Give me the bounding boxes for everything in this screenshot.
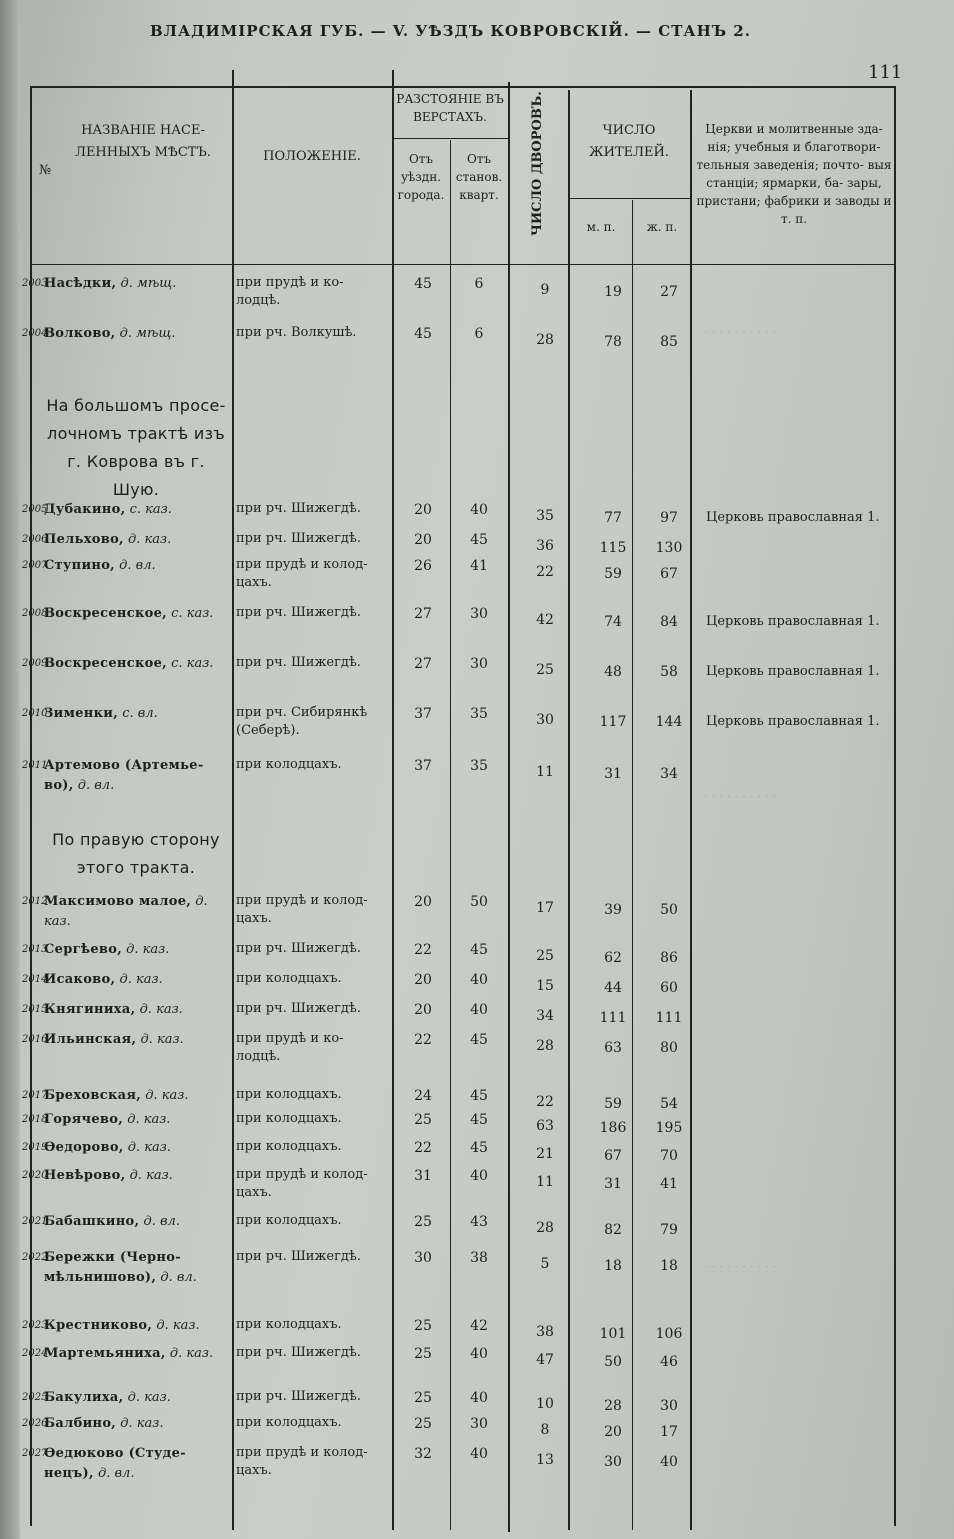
male-count: 59 — [604, 1096, 622, 1112]
row-number: 2018 — [22, 1114, 48, 1125]
settlement-name — [44, 756, 234, 796]
distance-from-stan: 45 — [470, 1088, 488, 1104]
settlement-position: при рч. Шижегдѣ. — [236, 655, 361, 670]
settlement-position: при колодцахъ. — [236, 1317, 342, 1332]
settlement-type: д. мѣщ. — [120, 276, 177, 291]
female-count: 79 — [660, 1222, 678, 1238]
settlement-position: при рч. Шижегдѣ. — [236, 531, 361, 546]
row-number: 2012 — [22, 896, 48, 907]
distance-from-city: 37 — [414, 758, 432, 774]
settlement-title: Сергѣево, — [44, 942, 123, 957]
row-number: 2003 — [22, 278, 48, 289]
settlement-title: Княгиниха, — [44, 1002, 136, 1017]
row-number: 2023 — [22, 1320, 48, 1331]
distance-from-city: 31 — [414, 1168, 432, 1184]
distance-from-stan: 40 — [470, 1446, 488, 1462]
row-number: 2009 — [22, 658, 48, 669]
settlement-title: Максимово малое, — [44, 894, 192, 909]
distance-from-city: 45 — [414, 326, 432, 342]
male-count: 101 — [599, 1326, 627, 1342]
yard-count: 34 — [536, 1008, 554, 1024]
distance-from-stan: 30 — [470, 606, 488, 622]
distance-from-city: 45 — [414, 276, 432, 292]
yard-count: 9 — [540, 282, 550, 298]
settlement-position: при рч. Шижегдѣ. — [236, 605, 361, 620]
settlement-title: Артемово (Артемье- во), — [44, 758, 204, 793]
female-count: 50 — [660, 902, 678, 918]
settlement-title: Волково, — [44, 326, 116, 341]
settlement-name — [44, 970, 234, 990]
row-number: 2014 — [22, 974, 48, 985]
yard-count: 13 — [536, 1452, 554, 1468]
female-count: 30 — [660, 1398, 678, 1414]
settlement-name — [44, 1414, 234, 1434]
settlement-name — [44, 1444, 234, 1484]
male-count: 62 — [604, 950, 622, 966]
male-count: 117 — [599, 714, 627, 730]
subheader-rule — [568, 198, 690, 199]
row-number: 2005 — [22, 504, 48, 515]
female-count: 34 — [660, 766, 678, 782]
male-count: 111 — [599, 1010, 627, 1026]
row-number: 2017 — [22, 1090, 48, 1101]
header-from-stan: Отъ станов. кварт. — [455, 152, 503, 202]
header-name: НАЗВАНІЕ НАСЕ- ЛЕННЫХЪ МѢСТЪ. — [75, 123, 211, 160]
distance-from-city: 25 — [414, 1214, 432, 1230]
settlement-title: Ильинская, — [44, 1032, 137, 1047]
settlement-position: при колодцахъ. — [236, 1111, 342, 1126]
row-number: 2027 — [22, 1448, 48, 1459]
settlement-type: д. каз. — [128, 532, 172, 547]
settlement-type: д. вл. — [77, 778, 115, 793]
row-number: 2010 — [22, 708, 48, 719]
yard-count: 28 — [536, 1220, 554, 1236]
column-rule — [690, 90, 692, 1530]
female-count: 18 — [660, 1258, 678, 1274]
settlement-type: с. вл. — [122, 706, 158, 721]
settlement-title: Бабашкино, — [44, 1214, 140, 1229]
settlement-title: Горячево, — [44, 1112, 124, 1127]
distance-from-stan: 40 — [470, 1390, 488, 1406]
yard-count: 15 — [536, 978, 554, 994]
settlement-title: Бережки (Черно- мѣльнишово), — [44, 1250, 181, 1285]
yard-count: 28 — [536, 332, 554, 348]
male-count: 19 — [604, 284, 622, 300]
settlement-position: при прудѣ и колод- цахъ. — [236, 1167, 368, 1200]
row-number: 2011 — [22, 760, 48, 771]
male-count: 74 — [604, 614, 622, 630]
settlement-name — [44, 604, 234, 624]
column-rule — [568, 90, 570, 1530]
male-count: 63 — [604, 1040, 622, 1056]
settlement-name — [44, 1086, 234, 1106]
distance-from-city: 27 — [414, 606, 432, 622]
yard-count: 22 — [536, 564, 554, 580]
distance-from-city: 25 — [414, 1416, 432, 1432]
page-number: 111 — [868, 62, 903, 83]
row-number: 2024 — [22, 1348, 48, 1359]
header-yards: ЧИСЛО ДВОРОВЪ. — [530, 91, 545, 236]
settlement-name — [44, 1388, 234, 1408]
male-count: 44 — [604, 980, 622, 996]
row-number: 2025 — [22, 1392, 48, 1403]
settlement-position: при рч. Шижегдѣ. — [236, 1389, 361, 1404]
settlement-title: Воскресенское, — [44, 606, 167, 621]
settlement-name — [44, 1248, 234, 1288]
header-number: № — [38, 163, 52, 178]
column-rule — [392, 70, 394, 1530]
distance-from-stan: 40 — [470, 502, 488, 518]
settlement-type: д. мѣщ. — [119, 326, 176, 341]
distance-from-stan: 35 — [470, 706, 488, 722]
settlement-name — [44, 892, 234, 932]
distance-from-stan: 45 — [470, 942, 488, 958]
yard-count: 22 — [536, 1094, 554, 1110]
female-count: 111 — [655, 1010, 683, 1026]
distance-from-city: 27 — [414, 656, 432, 672]
yard-count: 35 — [536, 508, 554, 524]
female-count: 60 — [660, 980, 678, 996]
distance-from-city: 30 — [414, 1250, 432, 1266]
running-head: ВЛАДИМІРСКАЯ ГУБ. — V. УѢЗДЪ КОВРОВСКІЙ. — СТАНЪ 2. — [150, 22, 751, 40]
distance-from-stan: 45 — [470, 1032, 488, 1048]
row-number: 2016 — [22, 1034, 48, 1045]
row-number: 2013 — [22, 944, 48, 955]
distance-from-stan: 45 — [470, 532, 488, 548]
female-count: 46 — [660, 1354, 678, 1370]
settlement-title: Мартемьяниха, — [44, 1346, 166, 1361]
settlement-position: при прудѣ и колод- цахъ. — [236, 893, 368, 926]
settlement-type: д. каз. — [129, 1168, 173, 1183]
yard-count: 10 — [536, 1396, 554, 1412]
header-inhabitants: ЧИСЛО ЖИТЕЛЕЙ. — [589, 123, 669, 160]
row-number: 2021 — [22, 1216, 48, 1227]
male-count: 28 — [604, 1398, 622, 1414]
settlement-position: при рч. Шижегдѣ. — [236, 1001, 361, 1016]
header-distance: РАЗСТОЯНІЕ ВЪ ВЕРСТАХЪ. — [396, 92, 504, 124]
header-from-city: Отъ уѣздн. города. — [397, 152, 445, 202]
settlement-type: д. каз. — [127, 1112, 171, 1127]
female-count: 86 — [660, 950, 678, 966]
settlement-title: Ѳедюково (Студе- нецъ), — [44, 1446, 186, 1481]
yard-count: 11 — [536, 1174, 554, 1190]
settlement-title: Пельхово, — [44, 532, 124, 547]
settlement-type: с. каз. — [171, 606, 214, 621]
female-count: 80 — [660, 1040, 678, 1056]
settlement-name — [44, 1212, 234, 1232]
distance-from-city: 22 — [414, 1032, 432, 1048]
male-count: 186 — [599, 1120, 627, 1136]
female-count: 17 — [660, 1424, 678, 1440]
settlement-title: Наcѣдки, — [44, 276, 117, 291]
yard-count: 25 — [536, 662, 554, 678]
section-heading: По правую сторону этого тракта. — [52, 830, 220, 877]
yard-count: 38 — [536, 1324, 554, 1340]
male-count: 31 — [604, 1176, 622, 1192]
settlement-type: с. каз. — [129, 502, 172, 517]
distance-from-stan: 41 — [470, 558, 488, 574]
distance-from-stan: 30 — [470, 656, 488, 672]
settlement-name — [44, 704, 234, 724]
distance-from-city: 20 — [414, 894, 432, 910]
distance-from-city: 26 — [414, 558, 432, 574]
distance-from-city: 20 — [414, 532, 432, 548]
male-count: 115 — [599, 540, 627, 556]
distance-from-city: 25 — [414, 1112, 432, 1128]
male-count: 20 — [604, 1424, 622, 1440]
female-count: 40 — [660, 1454, 678, 1470]
settlement-position: при колодцахъ. — [236, 1415, 342, 1430]
row-number: 2022 — [22, 1252, 48, 1263]
bleed-through-text: · · · · · · · · · · — [704, 1260, 777, 1274]
yard-count: 21 — [536, 1146, 554, 1162]
female-count: 58 — [660, 664, 678, 680]
settlement-position: при прудѣ и колод- цахъ. — [236, 557, 368, 590]
distance-from-stan: 50 — [470, 894, 488, 910]
male-count: 31 — [604, 766, 622, 782]
distance-from-city: 25 — [414, 1318, 432, 1334]
distance-from-stan: 45 — [470, 1112, 488, 1128]
settlement-type: д. каз. — [139, 1002, 183, 1017]
settlement-name — [44, 654, 234, 674]
settlement-type: д. каз. — [169, 1346, 214, 1361]
column-rule — [508, 82, 510, 1532]
header-bottom-rule — [30, 264, 896, 265]
settlement-title: Крестниково, — [44, 1318, 153, 1333]
distance-from-city: 20 — [414, 502, 432, 518]
settlement-name — [44, 1110, 234, 1130]
yard-count: 25 — [536, 948, 554, 964]
settlement-position: при рч. Сибирянкѣ (Себерѣ). — [236, 705, 368, 738]
settlement-name — [44, 324, 234, 344]
male-count: 78 — [604, 334, 622, 350]
female-count: 54 — [660, 1096, 678, 1112]
settlement-position: при рч. Шижегдѣ. — [236, 501, 361, 516]
settlement-position: при прудѣ и ко- лодцѣ. — [236, 275, 344, 308]
female-count: 84 — [660, 614, 678, 630]
female-count: 67 — [660, 566, 678, 582]
settlement-name — [44, 1316, 234, 1336]
distance-from-city: 22 — [414, 942, 432, 958]
settlement-type: д. вл. — [119, 558, 156, 573]
yard-count: 17 — [536, 900, 554, 916]
female-count: 130 — [655, 540, 683, 556]
settlement-position: при колодцахъ. — [236, 971, 342, 986]
yard-count: 11 — [536, 764, 554, 780]
settlement-title: Бакулиха, — [44, 1390, 124, 1405]
row-number: 2008 — [22, 608, 48, 619]
column-rule — [30, 86, 32, 1526]
settlement-type: д. каз. — [119, 972, 163, 987]
yard-count: 28 — [536, 1038, 554, 1054]
distance-from-stan: 40 — [470, 1002, 488, 1018]
distance-from-city: 20 — [414, 1002, 432, 1018]
settlement-title: Ступино, — [44, 558, 115, 573]
settlement-position: при колодцахъ. — [236, 1213, 342, 1228]
church-note: Церковь православная 1. — [706, 614, 880, 629]
distance-from-stan: 40 — [470, 1346, 488, 1362]
settlement-name — [44, 1138, 234, 1158]
settlement-name — [44, 556, 234, 576]
male-count: 30 — [604, 1454, 622, 1470]
distance-from-stan: 30 — [470, 1416, 488, 1432]
distance-from-city: 25 — [414, 1390, 432, 1406]
distance-from-city: 24 — [414, 1088, 432, 1104]
settlement-position: при колодцахъ. — [236, 1139, 342, 1154]
settlement-type: д. каз. — [127, 1390, 171, 1405]
yard-count: 63 — [536, 1118, 554, 1134]
settlement-title: Ѳедорово, — [44, 1140, 124, 1155]
settlement-name — [44, 274, 234, 294]
row-number: 2015 — [22, 1004, 48, 1015]
distance-from-city: 37 — [414, 706, 432, 722]
settlement-title: Дубакино, — [44, 502, 126, 517]
distance-from-stan: 43 — [470, 1214, 488, 1230]
settlement-type: д. вл. — [143, 1214, 180, 1229]
male-count: 77 — [604, 510, 622, 526]
distance-from-stan: 35 — [470, 758, 488, 774]
male-count: 82 — [604, 1222, 622, 1238]
row-number: 2020 — [22, 1170, 48, 1181]
settlement-type: д. каз. — [140, 1032, 184, 1047]
settlement-type: с. каз. — [171, 656, 214, 671]
distance-from-city: 20 — [414, 972, 432, 988]
settlement-name — [44, 1030, 234, 1050]
settlement-type: д. каз. — [156, 1318, 200, 1333]
subheader-rule — [392, 138, 508, 139]
settlement-type: д. каз. — [126, 942, 170, 957]
settlement-title: Невѣрово, — [44, 1168, 126, 1183]
settlement-type: д. каз. — [145, 1088, 189, 1103]
female-count: 27 — [660, 284, 678, 300]
settlement-title: Воскресенское, — [44, 656, 167, 671]
yard-count: 8 — [540, 1422, 550, 1438]
female-count: 195 — [655, 1120, 683, 1136]
settlement-name — [44, 940, 234, 960]
distance-from-stan: 45 — [470, 1140, 488, 1156]
female-count: 106 — [655, 1326, 683, 1342]
female-count: 41 — [660, 1176, 678, 1192]
male-count: 50 — [604, 1354, 622, 1370]
church-note: Церковь православная 1. — [706, 714, 880, 729]
settlement-position: при рч. Шижегдѣ. — [236, 1345, 361, 1360]
bleed-through-text: · · · · · · · · · · — [704, 790, 777, 804]
settlement-title: Балбино, — [44, 1416, 117, 1431]
yard-count: 47 — [536, 1352, 554, 1368]
header-female: ж. п. — [646, 220, 678, 234]
settlement-position: при колодцахъ. — [236, 757, 342, 772]
table-top-rule — [30, 86, 896, 88]
settlement-type: д. каз. — [127, 1140, 172, 1155]
male-count: 59 — [604, 566, 622, 582]
facing-page-edge — [0, 0, 20, 1539]
header-male: м. п. — [586, 220, 616, 234]
column-rule — [450, 140, 451, 1530]
yard-count: 5 — [540, 1256, 550, 1272]
row-number: 2019 — [22, 1142, 48, 1153]
male-count: 67 — [604, 1148, 622, 1164]
distance-from-stan: 6 — [474, 326, 484, 342]
settlement-title: Зименки, — [44, 706, 119, 721]
church-note: Церковь православная 1. — [706, 510, 880, 525]
column-rule — [894, 86, 896, 1526]
settlement-name — [44, 530, 234, 550]
settlement-type: д. вл. — [97, 1466, 135, 1481]
header-position: ПОЛОЖЕНІЕ. — [263, 149, 361, 164]
female-count: 70 — [660, 1148, 678, 1164]
row-number: 2004 — [22, 328, 48, 339]
row-number: 2007 — [22, 560, 48, 571]
row-number: 2006 — [22, 534, 48, 545]
female-count: 85 — [660, 334, 678, 350]
header-churches: Церкви и молитвенные зда- нія; учебныя и благотвори- тельныя заведенія; почто- выя станціи; ярмарки, ба- зары, пристани; фабрики и заводы и т. п. — [696, 122, 892, 226]
male-count: 39 — [604, 902, 622, 918]
yard-count: 42 — [536, 612, 554, 628]
distance-from-stan: 40 — [470, 972, 488, 988]
settlement-position: при колодцахъ. — [236, 1087, 342, 1102]
settlement-name — [44, 500, 234, 520]
section-heading: На большомъ просе- лочномъ трактѣ изъ г. Коврова въ г. Шую. — [46, 396, 226, 499]
settlement-title: Исаково, — [44, 972, 116, 987]
female-count: 144 — [655, 714, 683, 730]
female-count: 97 — [660, 510, 678, 526]
yard-count: 36 — [536, 538, 554, 554]
settlement-type: д. каз. — [120, 1416, 164, 1431]
distance-from-city: 25 — [414, 1346, 432, 1362]
settlement-position: при рч. Волкушѣ. — [236, 325, 357, 340]
row-number: 2026 — [22, 1418, 48, 1429]
settlement-title: Бреховская, — [44, 1088, 142, 1103]
yard-count: 30 — [536, 712, 554, 728]
male-count: 18 — [604, 1258, 622, 1274]
settlement-position: при прудѣ и колод- цахъ. — [236, 1445, 368, 1478]
settlement-type: д. вл. — [160, 1270, 197, 1285]
distance-from-stan: 38 — [470, 1250, 488, 1266]
bleed-through-text: · · · · · · · · · · — [704, 325, 777, 339]
settlement-name — [44, 1344, 234, 1364]
settlement-position: при прудѣ и ко- лодцѣ. — [236, 1031, 344, 1064]
settlement-position: при рч. Шижегдѣ. — [236, 1249, 361, 1264]
settlement-name — [44, 1000, 234, 1020]
male-count: 48 — [604, 664, 622, 680]
settlement-position: при рч. Шижегдѣ. — [236, 941, 361, 956]
settlement-type: д. каз. — [44, 894, 208, 929]
distance-from-stan: 42 — [470, 1318, 488, 1334]
church-note: Церковь православная 1. — [706, 664, 880, 679]
distance-from-stan: 6 — [474, 276, 484, 292]
settlement-name — [44, 1166, 234, 1186]
distance-from-city: 22 — [414, 1140, 432, 1156]
distance-from-city: 32 — [414, 1446, 432, 1462]
distance-from-stan: 40 — [470, 1168, 488, 1184]
